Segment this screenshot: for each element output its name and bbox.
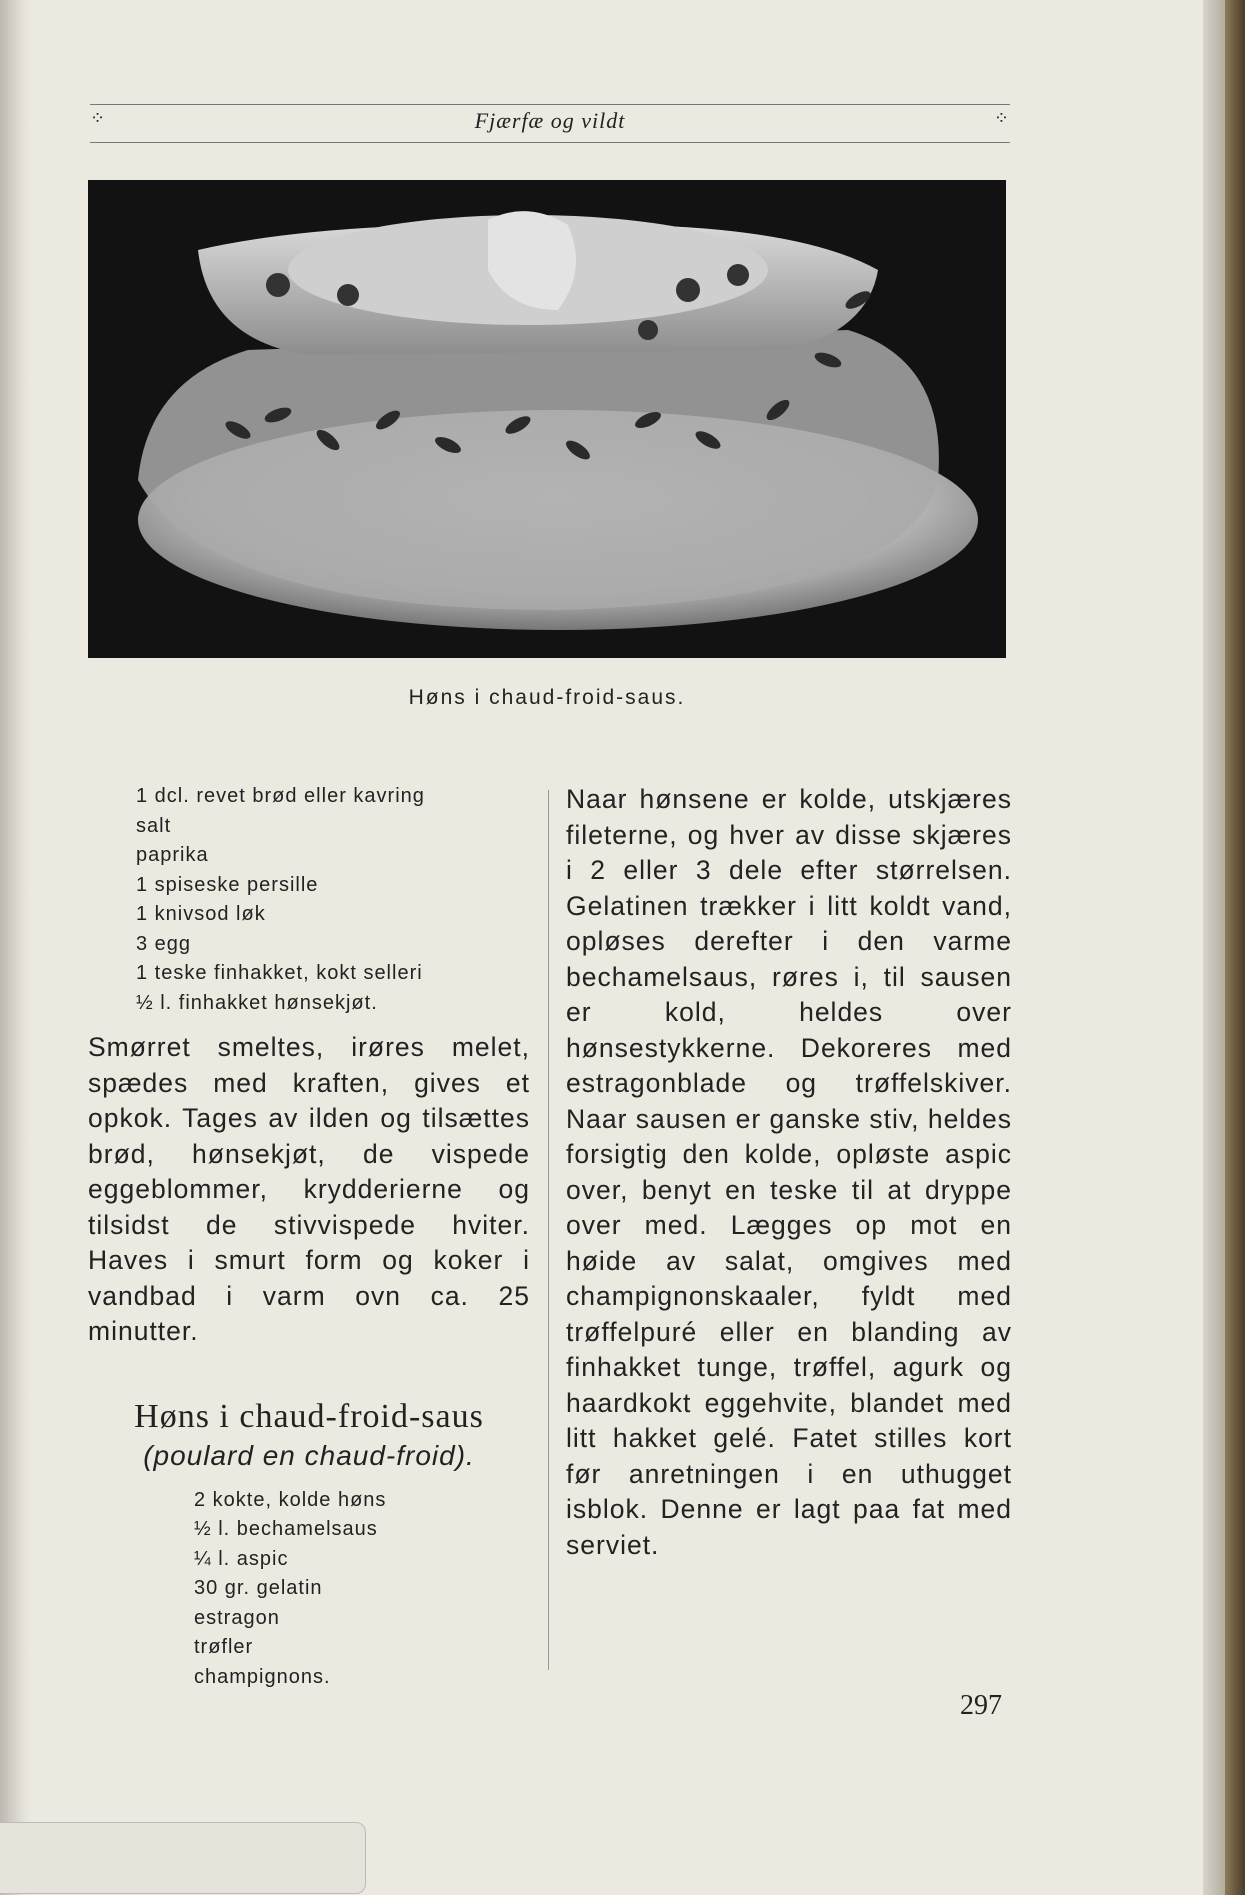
dish-illustration — [88, 180, 1006, 658]
dish-photo — [88, 180, 1006, 658]
left-body-paragraph: Smørret smeltes, irøres melet, spædes med kraften, gives et opkok. Tages av ilden og tilsættes brød, hønsekjøt, de vispede eggeblommer, krydderierne og tilsidst de stivvispede hviter. Haves i smurt form og koker i vandbad i varm ovn ca. 25 minutter. — [88, 1032, 530, 1346]
ornament-right-icon: ⁘ — [993, 108, 1010, 128]
ingredient-list-top — [88, 782, 530, 1018]
header-rule-bottom — [90, 142, 1010, 143]
ice-block — [138, 330, 939, 610]
list-item: trøfler — [194, 1636, 254, 1658]
column-divider — [548, 790, 549, 1670]
book-binding — [1225, 0, 1245, 1895]
left-column — [88, 782, 530, 1692]
running-header — [90, 108, 1010, 138]
recipe-title: Høns i chaud-froid-saus — [134, 1397, 484, 1435]
ingredient-list-recipe — [88, 1486, 530, 1693]
right-column — [566, 782, 1012, 1563]
list-item: estragon — [194, 1606, 280, 1629]
list-item: 1 teske finhakket, kokt selleri — [136, 962, 423, 984]
list-item: paprika — [136, 844, 209, 866]
list-item: 1 knivsod løk — [136, 903, 266, 925]
list-item: 1 dcl. revet brød eller kavring — [136, 785, 425, 807]
header-title: Fjærfæ og vildt — [474, 108, 626, 133]
list-item: 1 spiseske persille — [136, 873, 319, 896]
list-item: ¼ l. aspic — [194, 1547, 289, 1570]
library-label-tab — [0, 1822, 366, 1894]
list-item: 2 kokte, kolde høns — [194, 1488, 387, 1511]
right-body-paragraph: Naar hønsene er kolde, utskjæres fileterne, og hver av disse skjæres i 2 eller 3 dele efter størrelsen. Gelatinen trækker i litt koldt vand, opløses derefter i den varme bechamelsaus, røres i, til sausen er kold, heldes over hønsestykkerne. Dekoreres med estragonblade og trøffelskiver. Naar sausen er ganske stiv, heldes forsigtig den kolde, opløste aspic over, benyt en teske til at dryppe over med. Lægges op mot en høide av salat, omgives med champignonskaaler, fyldt med trøffelpuré eller en blanding av finhakket tunge, trøffel, agurk og haardkokt eggehvite, blandet med litt hakket gelé. Fatet stilles kort før anretningen i en uthugget isblok. Denne er lagt paa fat med serviet. — [566, 784, 1012, 1560]
list-item: ½ l. bechamelsaus — [194, 1518, 378, 1540]
list-item: salt — [136, 814, 172, 837]
page-edge — [1203, 0, 1225, 1895]
figure-caption: Høns i chaud-froid-saus. — [408, 686, 686, 709]
list-item: champignons. — [194, 1665, 331, 1688]
page-number: 297 — [960, 1690, 1002, 1721]
recipe-subtitle: (poulard en chaud-froid). — [143, 1439, 475, 1471]
list-item: ½ l. finhakket hønsekjøt. — [136, 991, 378, 1014]
gutter-shadow — [0, 0, 32, 1895]
ornament-left-icon: ⁘ — [90, 108, 107, 128]
header-rule-top — [90, 104, 1010, 105]
list-item: 30 gr. gelatin — [194, 1577, 323, 1599]
list-item: 3 egg — [136, 932, 192, 955]
